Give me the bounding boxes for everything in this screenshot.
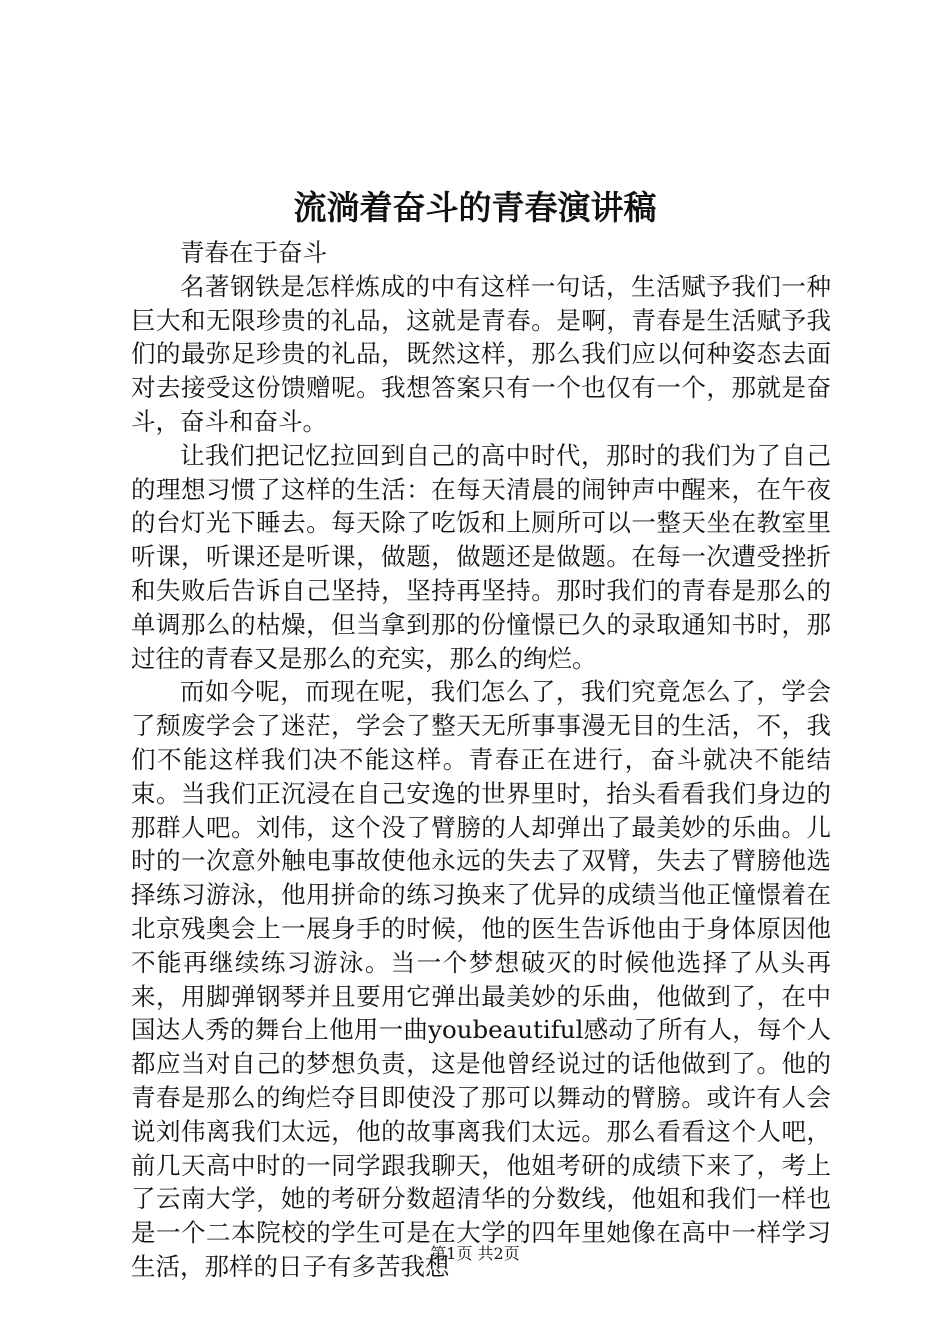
paragraph: 让我们把记忆拉回到自己的高中时代，那时的我们为了自己的理想习惯了这样的生活：在每天清晨的闹钟声中醒来，在午夜的台灯光下睡去。每天除了吃饭和上厕所可以一整天坐在教室里听课，听课还是听课，做题，做题还是做题。在每一次遭受挫折和失败后告诉自己坚持，坚持再坚持。那时我们的青春是那么的单调那么的枯燥，但当拿到那的份憧憬已久的录取通知书时，那过往的青春又是那么的充实，那么的绚烂。: [131, 440, 831, 673]
paragraph: 名著钢铁是怎样炼成的中有这样一句话，生活赋予我们一种巨大和无限珍贵的礼品，这就是青春。是啊，青春是生活赋予我们的最弥足珍贵的礼品，既然这样，那么我们应以何种姿态去面对去接受这份馈赠呢。我想答案只有一个也仅有一个，那就是奋斗，奋斗和奋斗。: [131, 271, 831, 436]
paragraph-heading: 青春在于奋斗: [180, 238, 327, 267]
document-body: [131, 236, 831, 1284]
page-footer: 第1页 共2页: [430, 1244, 520, 1263]
paragraph: 而如今呢，而现在呢，我们怎么了，我们究竟怎么了，学会了颓废学会了迷茫，学会了整天无所事事漫无目的生活，不，我们不能这样我们决不能这样。青春正在进行，奋斗就决不能结束。当我们正沉浸在自己安逸的世界里时，抬头看看我们身边的那群人吧。刘伟，这个没了臂膀的人却弹出了最美妙的乐曲。儿时的一次意外触电事故使他永远的失去了双臂，失去了臂膀他选择练习游泳，他用拼命的练习换来了优异的成绩当他正憧憬着在北京残奥会上一展身手的时候，他的医生告诉他由于身体原因他不能再继续练习游泳。当一个梦想破灭的时候他选择了从头再来，用脚弹钢琴并且要用它弹出最美妙的乐曲，他做到了，在中国达人秀的舞台上他用一曲youbeautiful感动了所有人，每个人都应当对自己的梦想负责，这是他曾经说过的话他做到了。他的青春是那么的绚烂夺目即使没了那可以舞动的臂膀。或许有人会说刘伟离我们太远，他的故事离我们太远。那么看看这个人吧，前几天高中时的一同学跟我聊天，他姐考研的成绩下来了，考上了云南大学，她的考研分数超清华的分数线，他姐和我们一样也是一个二本院校的学生可是在大学的四年里她像在高中一样学习生活，那样的日子有多苦我想: [131, 677, 831, 1281]
document-title: 流淌着奋斗的青春演讲稿: [293, 188, 657, 227]
